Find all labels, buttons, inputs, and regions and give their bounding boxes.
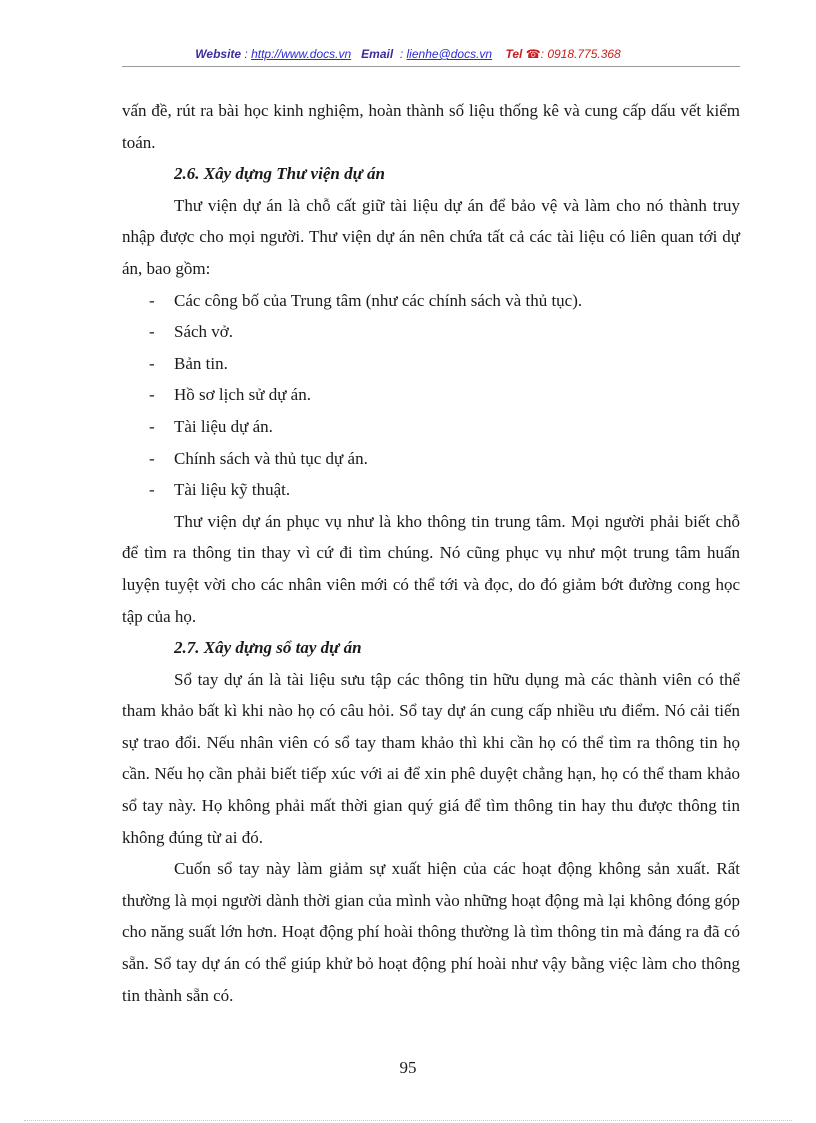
list-item: - Sách vở.	[149, 322, 234, 342]
intro-paragraph: vấn đề, rút ra bài học kinh nghiệm, hoàn thành số liệu thống kê và cung cấp dấu vết kiểm toán.	[122, 101, 740, 152]
library-contents-list	[122, 285, 740, 506]
list-item: - Tài liệu kỹ thuật.	[149, 480, 291, 500]
list-item: - Chính sách và thủ tục dự án.	[149, 448, 368, 468]
tel-value: : 0918.775.368	[540, 47, 621, 61]
page-number: 95	[399, 1058, 417, 1077]
list-item: - Hồ sơ lịch sử dự án.	[149, 385, 311, 405]
email-label: Email	[361, 47, 394, 61]
list-item: - Các công bố của Trung tâm (như các chính sách và thủ tục).	[149, 290, 583, 310]
website-link[interactable]: http://www.docs.vn	[251, 47, 352, 61]
section-heading-2-7: 2.7. Xây dựng sổ tay dự án	[174, 638, 362, 658]
header-divider	[122, 66, 740, 67]
tel-label: Tel	[505, 47, 523, 61]
email-link[interactable]: lienhe@docs.vn	[406, 47, 493, 61]
section-2-6-paragraph-1: Thư viện dự án là chỗ cất giữ tài liệu dự án để bảo vệ và làm cho nó thành truy nhập được cho mọi người. Thư viện dự án nên chứa tất cả các tài liệu có liên quan tới dự án, bao gồm:	[122, 195, 740, 278]
section-2-6-paragraph-2: Thư viện dự án phục vụ như là kho thông tin trung tâm. Mọi người phải biết chỗ để tìm ra thông tin thay vì cứ đi tìm chúng. Nó cũng phục vụ như một trung tâm huấn luyện tuyệt vời cho các nhân viên mới có thể tới và đọc, do đó giảm bớt đường cong học tập của họ.	[122, 511, 740, 626]
phone-icon: ☎	[525, 47, 541, 61]
list-item: - Bản tin.	[149, 353, 228, 373]
section-2-7-paragraph-1: Sổ tay dự án là tài liệu sưu tập các thông tin hữu dụng mà các thành viên có thể tham khảo bất kì khi nào họ có câu hỏi. Sổ tay dự án cung cấp nhiều ưu điểm. Nó cải tiến sự trao đổi. Nếu nhân viên có sổ tay tham khảo thì khi cần họ có thể tìm ra thông tin họ cần. Nếu họ cần phải biết tiếp xúc với ai để xin phê duyệt chẳng hạn, họ có thể tham khảo sổ tay này. Họ không phải mất thời gian quý giá để tìm thông tin hay thu được thông tin không đúng từ ai đó.	[122, 669, 740, 847]
website-label: Website	[195, 47, 242, 61]
page-header: Website : http://www.docs.vn Email : lienhe@docs.vn Tel ☎: 0918.775.368	[195, 47, 621, 61]
section-heading-2-6: 2.6. Xây dựng Thư viện dự án	[174, 164, 385, 184]
section-2-7-paragraph-2: Cuốn sổ tay này làm giảm sự xuất hiện của các hoạt động không sản xuất. Rất thường là mọi người dành thời gian của mình vào những hoạt động mà lại không đóng góp cho năng suất lớn hơn. Hoạt động phí hoài thông thường là tìm thông tin mà đáng ra đã có sẵn. Sổ tay dự án có thể giúp khử bỏ hoạt động phí hoài như vậy bằng việc làm cho thông tin thành sẵn có.	[122, 859, 740, 1005]
list-item: - Tài liệu dự án.	[149, 416, 273, 436]
document-body	[122, 95, 740, 1011]
footer-divider	[24, 1120, 792, 1121]
